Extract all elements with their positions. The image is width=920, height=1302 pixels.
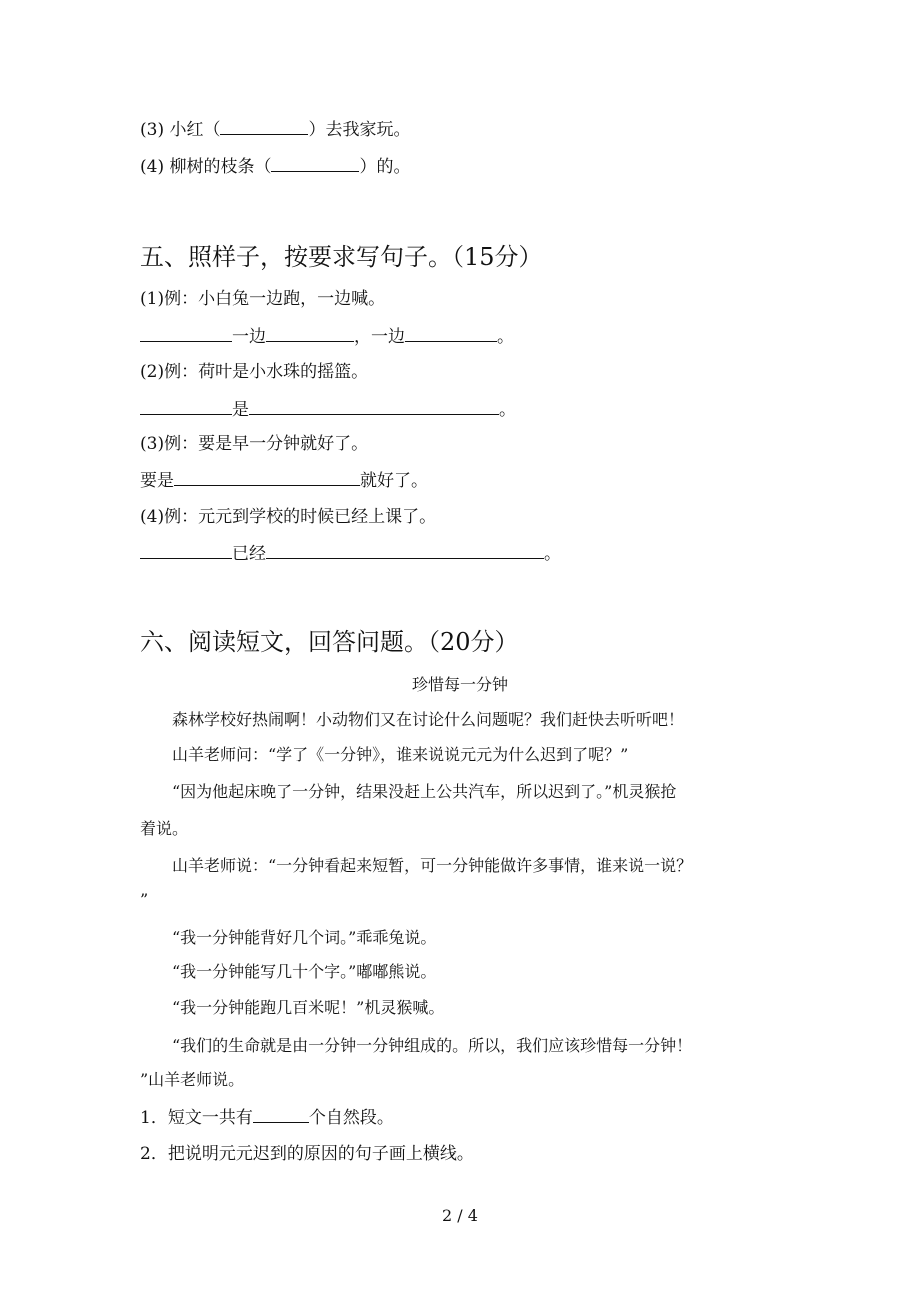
passage-paragraph: 山羊老师说：“一分钟看起来短暂，可一分钟能做许多事情，谁来说一说？ bbox=[172, 856, 693, 875]
passage-paragraph: 森林学校好热闹啊！小动物们又在讨论什么问题呢？我们赶快去听听吧！ bbox=[172, 710, 685, 729]
passage-paragraph: “我一分钟能写几十个字。”嘟嘟熊说。 bbox=[172, 962, 437, 981]
question-text: 个自然段。 bbox=[308, 1108, 394, 1128]
answer-blank[interactable] bbox=[140, 542, 232, 559]
passage-paragraph: “我们的生命就是由一分钟一分钟组成的。所以，我们应该珍惜每一分钟！ bbox=[172, 1036, 693, 1055]
question-text: (4) 柳树的枝条（ bbox=[140, 157, 272, 177]
answer-word: 。 bbox=[499, 400, 516, 420]
answer-line-3 bbox=[140, 469, 428, 492]
example-3: (3)例：要是早一分钟就好了。 bbox=[140, 434, 369, 454]
question-4-4 bbox=[140, 155, 410, 178]
passage-paragraph: “我一分钟能跑几百米呢！”机灵猴喊。 bbox=[172, 998, 445, 1017]
answer-blank[interactable] bbox=[253, 1106, 309, 1123]
example-4: (4)例：元元到学校的时候已经上课了。 bbox=[140, 507, 437, 527]
passage-paragraph-cont: 着说。 bbox=[140, 819, 189, 838]
answer-line-1 bbox=[140, 325, 514, 348]
answer-blank[interactable] bbox=[266, 542, 544, 559]
question-text: ）的。 bbox=[359, 157, 411, 177]
question-6-2: 2．把说明元元迟到的原因的句子画上横线。 bbox=[140, 1144, 474, 1164]
answer-blank[interactable] bbox=[140, 398, 232, 415]
question-text: (3) 小红（ bbox=[140, 120, 221, 140]
example-2: (2)例：荷叶是小水珠的摇篮。 bbox=[140, 362, 369, 382]
passage-paragraph: 山羊老师问：“学了《一分钟》，谁来说说元元为什么迟到了呢？” bbox=[172, 745, 629, 764]
answer-word: 要是 bbox=[140, 471, 174, 491]
answer-blank[interactable] bbox=[140, 325, 232, 342]
answer-word: 就好了。 bbox=[360, 471, 428, 491]
answer-word: 是 bbox=[232, 400, 249, 420]
answer-line-2 bbox=[140, 398, 516, 421]
question-text: 1．短文一共有 bbox=[140, 1108, 253, 1128]
answer-blank[interactable] bbox=[220, 118, 308, 135]
passage-paragraph-cont: ” bbox=[140, 890, 149, 909]
question-text: ）去我家玩。 bbox=[308, 120, 411, 140]
answer-word: 已经 bbox=[232, 544, 266, 564]
watermark: zixin.com.cn bbox=[440, 606, 778, 666]
answer-word: 。 bbox=[497, 327, 514, 347]
answer-word: ，一边 bbox=[354, 327, 405, 347]
passage-paragraph: “我一分钟能背好几个词。”乖乖兔说。 bbox=[172, 928, 437, 947]
question-4-3 bbox=[140, 118, 410, 141]
answer-line-4 bbox=[140, 542, 561, 565]
answer-blank[interactable] bbox=[405, 325, 497, 342]
answer-blank[interactable] bbox=[271, 155, 359, 172]
answer-word: 。 bbox=[544, 544, 561, 564]
question-6-1 bbox=[140, 1106, 394, 1129]
passage-title: 珍惜每一分钟 bbox=[411, 675, 508, 694]
section-6-heading: 六、阅读短文，回答问题。（20分） bbox=[140, 628, 519, 656]
section-5-heading: 五、照样子，按要求写句子。（15分） bbox=[140, 243, 543, 271]
answer-word: 一边 bbox=[232, 327, 266, 347]
answer-blank[interactable] bbox=[174, 469, 360, 486]
answer-blank[interactable] bbox=[266, 325, 354, 342]
passage-paragraph-cont: ”山羊老师说。 bbox=[140, 1070, 245, 1089]
answer-blank[interactable] bbox=[249, 398, 499, 415]
example-1: (1)例：小白兔一边跑，一边喊。 bbox=[140, 289, 386, 309]
page-number: 2 / 4 bbox=[442, 1206, 478, 1225]
passage-paragraph: “因为他起床晚了一分钟，结果没赶上公共汽车，所以迟到了。”机灵猴抢 bbox=[172, 782, 677, 801]
